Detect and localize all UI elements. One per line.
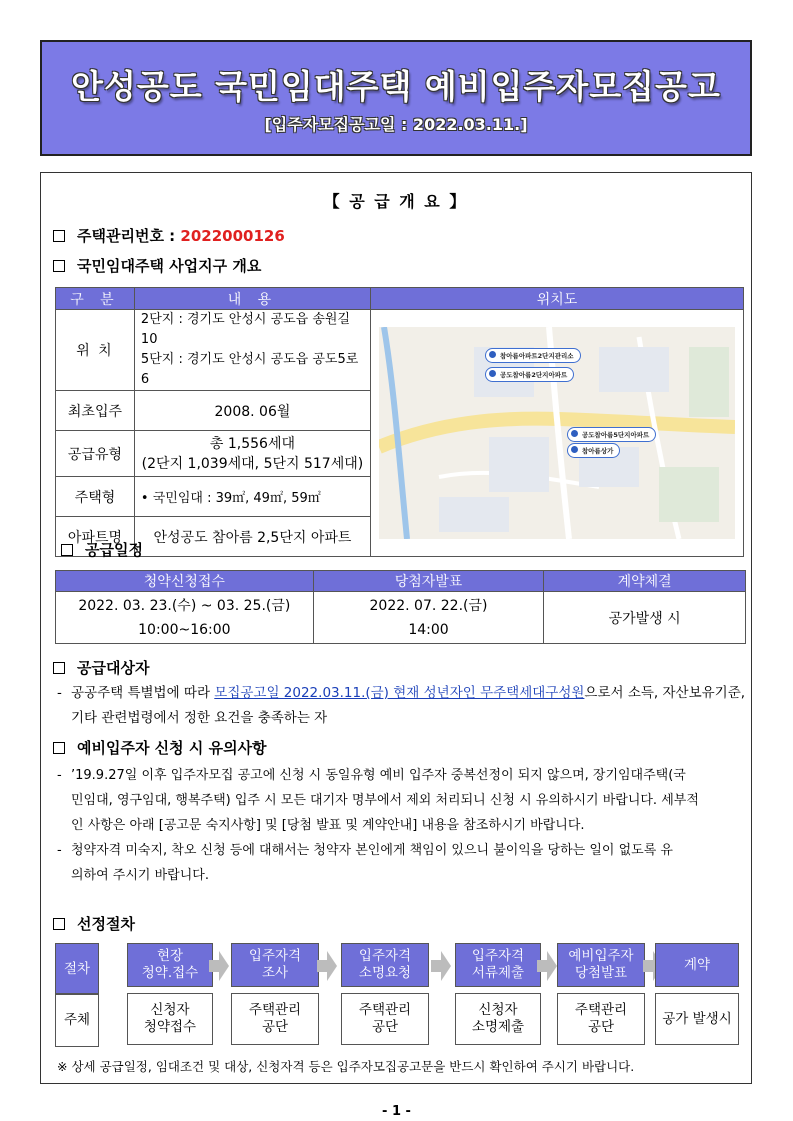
header-application: 청약신청접수: [56, 571, 314, 592]
row-value-housing-type: • 국민임대 : 39㎡, 49㎡, 59㎡: [134, 477, 370, 517]
checkbox-icon: [53, 918, 65, 930]
arrow-right-icon: [327, 951, 337, 981]
application-period: [56, 592, 314, 644]
header-contract: 계약체결: [544, 571, 746, 592]
notes-heading-line: [53, 737, 267, 758]
district-heading: 국민임대주택 사업지구 개요: [77, 257, 262, 275]
arrow-right-icon: [219, 951, 229, 981]
step-bottom-5: [557, 993, 645, 1045]
target-heading: 공급대상자: [77, 659, 150, 677]
map-pin: 참아름아파트2단지관리소: [485, 348, 581, 363]
checkbox-icon: [53, 260, 65, 272]
step-line: 공단: [371, 1019, 399, 1035]
step-line: 신청자: [478, 1002, 518, 1018]
announcement-date-value: 2022. 07. 22.(금): [369, 597, 488, 614]
target-link[interactable]: 모집공고일 2022.03.11.(금) 현재 성년자인 무주택세대구성원: [214, 685, 585, 701]
note1-line: 민임대, 영구임대, 행복주택) 입주 시 모든 대기자 명부에서 제외 처리되니 신청 시 유의하시기 바랍니다. 세부적: [71, 793, 699, 808]
location-map-cell: [370, 310, 743, 557]
schedule-heading: 공급일정: [85, 541, 143, 559]
overview-heading: 【 공 급 개 요 】: [323, 192, 468, 211]
note2-line: 청약자격 미숙지, 착오 신청 등에 대해서는 청약자 본인에게 책임이 있으니 불이익을 당하는 일이 없도록 유: [71, 843, 673, 858]
step-line: 입주자격: [248, 948, 302, 964]
map-pin: 참아름상가: [567, 443, 620, 458]
checkbox-icon: [61, 544, 73, 556]
row-label-apartment-name: 아파트명: [56, 517, 135, 557]
step-bottom-3: [341, 993, 429, 1045]
step-line: 소명요청: [358, 965, 412, 981]
notes-paragraph: - ’19.9.27일 이후 입주자모집 공고에 신청 시 동일유형 예비 입주자 중복선정이 되지 않으며, 장기임대주택(국 민임대, 영구임대, 행복주택) 입주 시 모든 대기자 명부에서 제외 처리되니 신청 시 유의하시기 바랍니다. 세부적 인 사항은 아래 [공고문 숙지사항] 및 [당첨 발표 및 계약안내] 내용을 참조하시기 바랍니다. - 청약자격 미숙지, 착오 신청 등에 대해서는 청약자 본인에게 책임이 있으니 불이익을 당하는 일이 없도록 유 의하여 주시기 바랍니다.: [57, 763, 747, 888]
step-line: 청약접수: [143, 1019, 197, 1035]
step-line: 예비입주자: [568, 948, 634, 964]
step-bottom-2: [231, 993, 319, 1045]
supply-breakdown: (2단지 1,039세대, 5단지 517세대): [141, 455, 364, 472]
step-line: 입주자격: [471, 948, 525, 964]
process-heading-line: [53, 913, 135, 934]
target-paragraph: - 공공주택 특별법에 따라 모집공고일 2022.03.11.(금) 현재 성년자인 무주택세대구성원으로서 소득, 자산보유기준, 기타 관련법령에서 정한 요건을 충족하는 자: [57, 681, 747, 731]
arrow-right-icon: [441, 951, 451, 981]
note1-line: ’19.9.27일 이후 입주자모집 공고에 신청 시 동일유형 예비 입주자 중복선정이 되지 않으며, 장기임대주택(국: [71, 768, 686, 783]
process-row-label-steps: 절차: [55, 943, 99, 995]
header-location-map: 위치도: [370, 288, 743, 310]
step-top-4: [455, 943, 541, 987]
step-line: 현장: [156, 948, 184, 964]
address-line: 5단지 : 경기도 안성시 공도읍 공도5로 6: [140, 352, 359, 387]
step-line: 서류제출: [471, 965, 525, 981]
announcement-time: 14:00: [408, 621, 449, 638]
header-announcement: 당첨자발표: [313, 571, 544, 592]
mgmt-label: 주택관리번호 :: [77, 227, 176, 245]
document-frame: [40, 172, 752, 1084]
checkbox-icon: [53, 742, 65, 754]
mgmt-number: 2022000126: [180, 227, 285, 245]
step-bottom-1: [127, 993, 213, 1045]
step-line: 주택관리: [358, 1002, 412, 1018]
row-value-first-move-in: 2008. 06월: [134, 391, 370, 431]
title-banner: [40, 40, 752, 156]
step-line: 신청자: [150, 1002, 190, 1018]
mgmt-number-line: [53, 225, 285, 246]
step-bottom-4: [455, 993, 541, 1045]
target-text-before: 공공주택 특별법에 따라: [71, 685, 215, 701]
step-top-5: [557, 943, 645, 987]
checkbox-icon: [53, 230, 65, 242]
announcement-date: [입주자모집공고일 : 2022.03.11.]: [264, 115, 528, 134]
location-map: [379, 327, 735, 539]
step-line: 조사: [261, 965, 289, 981]
step-line: 공단: [587, 1019, 615, 1035]
row-value-location: [134, 310, 370, 391]
checkbox-icon: [53, 662, 65, 674]
notes-heading: 예비입주자 신청 시 유의사항: [77, 739, 267, 757]
page-number: - 1 -: [382, 1104, 411, 1119]
target-line2: 기타 관련법령에서 정한 요건을 충족하는 자: [71, 710, 328, 726]
step-line: 청약.접수: [141, 965, 199, 981]
supply-total: 총 1,556세대: [209, 435, 295, 452]
announcement-datetime: [313, 592, 544, 644]
step-top-6: 계약: [655, 943, 739, 987]
contract-value: 공가발생 시: [544, 592, 746, 644]
step-top-2: [231, 943, 319, 987]
target-heading-line: [53, 657, 149, 678]
header-content: 내 용: [134, 288, 370, 310]
step-line: 주택관리: [248, 1002, 302, 1018]
application-time: 10:00~16:00: [138, 621, 231, 638]
step-line: 당첨발표: [574, 965, 628, 981]
target-text-after: 으로서 소득, 자산보유기준,: [584, 685, 746, 701]
step-line: 공단: [261, 1019, 289, 1035]
process-heading: 선정절차: [77, 915, 135, 933]
address-line: 2단지 : 경기도 안성시 공도읍 송원길 10: [140, 312, 351, 347]
row-label-first-move-in: 최초입주: [56, 391, 135, 431]
district-heading-line: [53, 255, 261, 276]
note2-line: 의하여 주시기 바랍니다.: [71, 868, 209, 883]
schedule-table: [55, 570, 746, 644]
row-label-location: 위 치: [56, 310, 135, 391]
process-footnote: ※ 상세 공급일정, 임대조건 및 대상, 신청자격 등은 입주자모집공고문을 반드시 확인하여 주시기 바랍니다.: [57, 1059, 635, 1074]
step-top-1: [127, 943, 213, 987]
row-value-apartment-name: 안성공도 참아름 2,5단지 아파트: [134, 517, 370, 557]
step-line: 입주자격: [358, 948, 412, 964]
row-label-housing-type: 주택형: [56, 477, 135, 517]
map-pin: 공도참아름2단지아파트: [485, 367, 574, 382]
arrow-right-icon: [547, 951, 557, 981]
page-title: 안성공도 국민임대주택 예비입주자모집공고: [71, 67, 721, 106]
step-line: 소명제출: [471, 1019, 525, 1035]
step-bottom-6: 공가 발생시: [655, 993, 739, 1045]
map-pin: 공도참아름5단지아파트: [567, 427, 656, 442]
header-category: 구 분: [56, 288, 135, 310]
district-table: [55, 287, 744, 557]
application-date: 2022. 03. 23.(수) ~ 03. 25.(금): [78, 597, 291, 614]
step-top-3: [341, 943, 429, 987]
step-line: 주택관리: [574, 1002, 628, 1018]
row-value-supply-type: [134, 431, 370, 477]
schedule-heading-line: [61, 539, 143, 560]
note1-line: 인 사항은 아래 [공고문 숙지사항] 및 [당첨 발표 및 계약안내] 내용을 참조하시기 바랍니다.: [71, 818, 585, 833]
row-label-supply-type: 공급유형: [56, 431, 135, 477]
process-row-label-actor: 주체: [55, 993, 99, 1047]
